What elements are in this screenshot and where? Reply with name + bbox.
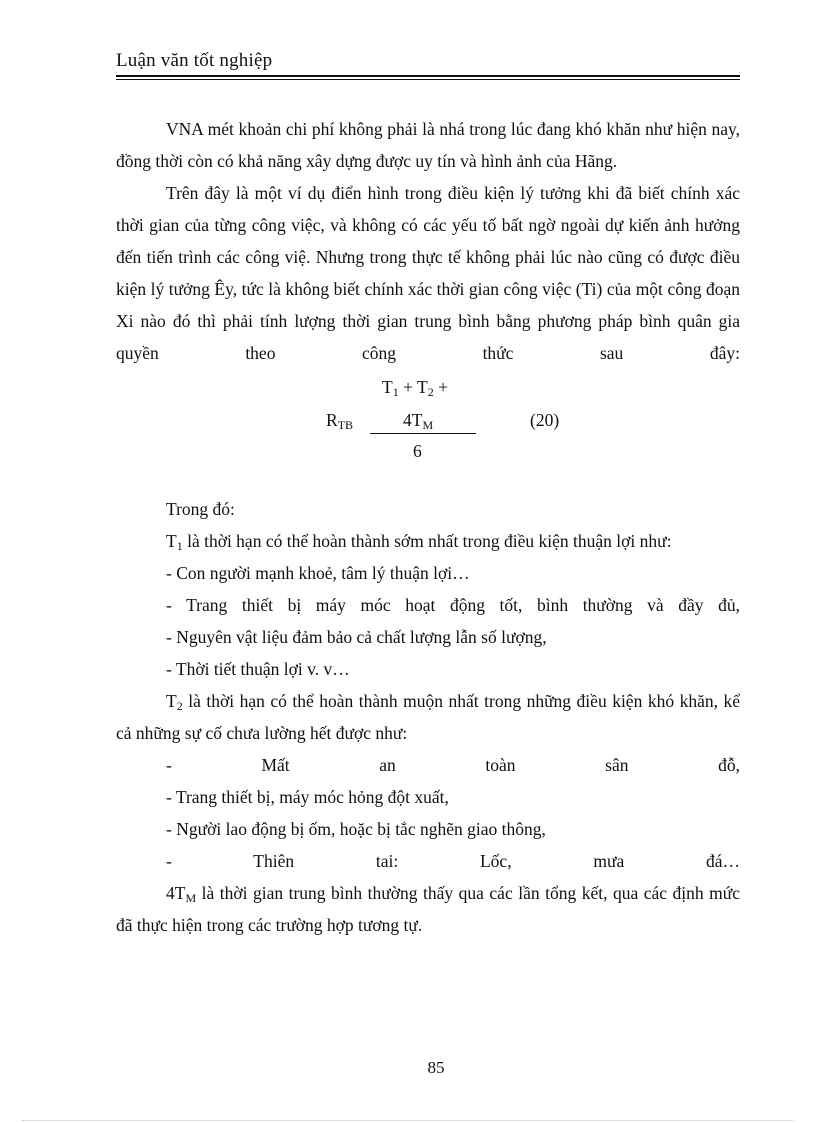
tm-def-sub: M: [185, 891, 197, 905]
t1-def-text: là thời hạn có thể hoàn thành sớm nhất trong điều kiện thuận lợi như:: [182, 531, 672, 551]
formula-tm-sub: M: [422, 418, 434, 432]
tm-def-text: là thời gian trung bình thường thấy qua các lần tổng kết, qua các định mức đã thực hiện trong các trường hợp tương tự.: [116, 883, 740, 935]
list-item: - Người lao động bị ốm, hoặc bị tắc nghẽn giao thông,: [166, 819, 546, 839]
t2-def-sub: 2: [176, 699, 183, 713]
t2-def-lead: T: [166, 691, 177, 711]
trong-do-label: Trong đó:: [166, 499, 235, 519]
formula-t2-sub: 2: [427, 385, 434, 399]
formula-rtb-label: [326, 404, 353, 436]
tm-def-lead: 4T: [166, 883, 186, 903]
document-body: [116, 113, 740, 941]
formula-t1: T: [382, 377, 393, 397]
fraction-bar: [370, 433, 476, 434]
t1-def-lead: T: [166, 531, 177, 551]
equation-number: (20): [530, 410, 560, 430]
list-item: - Mất an toàn sân đỗ,: [166, 755, 740, 775]
formula-t1-sub: 1: [392, 385, 399, 399]
formula-r-sub: TB: [337, 418, 354, 432]
t1-def-sub: 1: [176, 539, 183, 553]
page-number: 85: [427, 1058, 445, 1077]
formula-rtb: [116, 369, 740, 493]
paragraph-vna-cost: VNA mét khoản chi phí không phải là nhá trong lúc đang khó khăn như hiện nay, đồng thời còn có khả năng xây dựng được uy tín và hình ảnh của Hãng.: [116, 119, 740, 171]
t2-def-text: là thời hạn có thể hoàn thành muộn nhất trong những điều kiện khó khăn, kể cả những sự cố chưa lường hết được như:: [116, 691, 740, 743]
formula-numerator: [382, 371, 448, 403]
formula-plus-2: +: [433, 377, 448, 397]
header-rule-thin: [116, 79, 740, 80]
formula-4tm: [403, 404, 433, 436]
footer-dotted-border: [22, 1120, 794, 1121]
list-item: - Trang thiết bị máy móc hoạt động tốt, bình thường và đầy đủ,: [166, 595, 740, 615]
formula-plus-1: +: [398, 377, 418, 397]
formula-4t: 4T: [403, 410, 423, 430]
formula-t2: T: [417, 377, 428, 397]
t2-definition: [116, 685, 740, 749]
header-rule-thick: [116, 75, 740, 77]
formula-r: R: [326, 410, 338, 430]
list-item: - Thời tiết thuận lợi v. v…: [166, 659, 350, 679]
formula-denominator: 6: [413, 441, 422, 461]
tm-definition: [116, 877, 740, 941]
list-item: - Thiên tai: Lốc, mưa đá…: [166, 851, 740, 871]
t1-definition: [116, 525, 740, 557]
list-item: - Con người mạnh khoẻ, tâm lý thuận lợi…: [166, 563, 470, 583]
running-header: Luận văn tốt nghiệp: [116, 50, 273, 71]
list-item: - Trang thiết bị, máy móc hỏng đột xuất,: [166, 787, 449, 807]
paragraph-ideal-conditions: Trên đây là một ví dụ điển hình trong điều kiện lý tưởng khi đã biết chính xác thời gian của từng công việc, và không có các yếu tố bất ngờ ngoài dự kiến ảnh hưởng đến tiến trình các công việ. Nhưng trong thực tế không phải lúc nào cũng có được điều kiện lý tưởng Êy, tức là không biết chính xác thời gian công việc (Ti) của một công đoạn Xi nào đó thì phải tính lượng thời gian trung bình bằng phương pháp bình quân gia quyền theo công thức sau đây:: [116, 183, 740, 363]
list-item: - Nguyên vật liệu đảm bảo cả chất lượng lẫn số lượng,: [166, 627, 547, 647]
